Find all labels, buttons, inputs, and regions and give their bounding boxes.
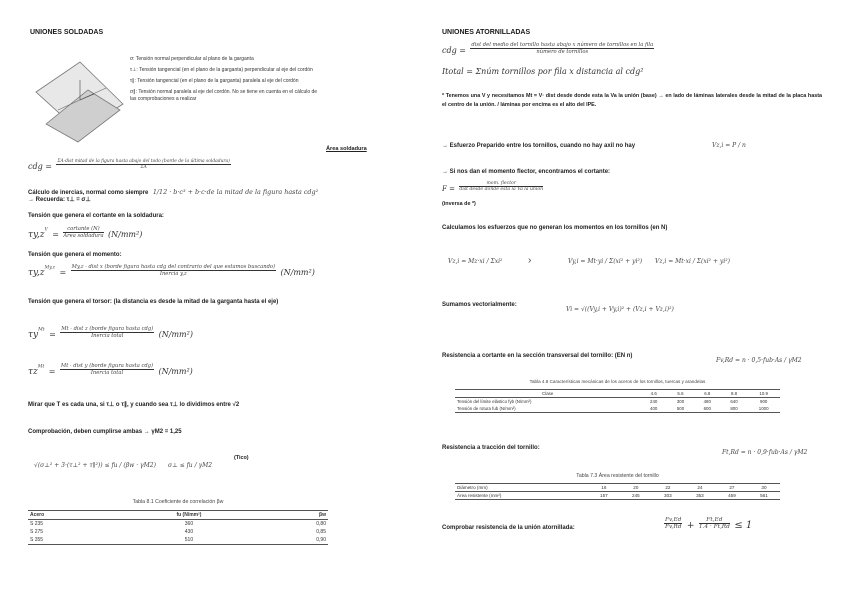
welded-joints-heading: UNIONES SOLDADAS [30, 29, 104, 36]
table-cell: 16 [601, 485, 607, 490]
table-row [28, 528, 328, 536]
table-cell: 510 [184, 537, 194, 543]
torsor-heading: Tensión que genera el torsor: (la distancia es desde la mitad de la garganta hasta el eje) [28, 299, 279, 305]
inercia-formula: 1/12 · b·c³ + b·c·de la mitad de la figura hasta cdg² [152, 188, 319, 196]
stress-note: σ∥: Tensión normal paralela al eje del cordón. No se tiene en cuenta en el cálculo de las comprobaciones a realizar [130, 89, 318, 102]
table-header-row [455, 390, 780, 398]
table-header-row [28, 511, 328, 520]
mirar-text: Mirar que T es cada una, si τ⊥ o τ∥, y cuando sea τ⊥ lo dividimos entre √2 [28, 402, 240, 408]
esfuerzo-text: → Esfuerzo Preparido entre los tornillos, cuando no hay axil no hay [442, 143, 636, 149]
table-cell: S 275 [30, 529, 44, 535]
unit: (N/mm²) [280, 268, 315, 277]
table-cell: Área resistente (mm²) [457, 493, 502, 498]
resistencia-traccion-text: Resistencia a tracción del tornillo: [442, 445, 540, 451]
tau-momento: τy,z [28, 268, 45, 278]
table-header-cell: Acero [30, 512, 45, 518]
sumamos-text: Sumamos vectorialmente: [442, 302, 517, 308]
table-cell: Diámetro (mm) [457, 485, 488, 490]
tau-cortante-sup: V [44, 227, 48, 233]
sumamos-formula: Vi = √((Vy,i + Vy,i)² + (Vz,i + Vz,i)²) [566, 306, 674, 313]
tau-torsor-z: τz [28, 367, 38, 377]
formula-vz-momento: Vz,i = Mz·xi / Σxi² [448, 258, 503, 265]
cortante-fraction [63, 226, 103, 239]
cdg-bolts-formula [442, 40, 654, 58]
table-cell: 27 [729, 485, 735, 490]
momento-flector-text: → Si nos dan el momento flector, encontramos el cortante: [442, 169, 611, 175]
resistencia-cortante-text: Resistencia a cortante en la sección transversal del tornillo: (EN n) [442, 353, 633, 359]
table-row [455, 492, 780, 500]
table-cell: Tensión de rotura fub (N/mm²) [457, 406, 516, 411]
resistencia-cortante-formula: Fv,Rd = n · 0,5·fub·As / γM2 [716, 357, 802, 364]
bolt-area-table-title: Tabla 7.3 Área resistente del tornillo [576, 473, 659, 479]
comprobar-formula: $\frac{Fv,Ed}{Fv,Rd}$ + $\frac{Ft,Ed}{1.4 \cdot Ft,Rd}$ ≤ 1 [664, 517, 753, 531]
table-cell: 430 [184, 529, 194, 535]
cdg-formula [28, 156, 231, 174]
tension-denominator: 1.4 · Ft,Rd [698, 524, 730, 531]
tau-torsor-sup: Mt [37, 364, 45, 370]
table-row [28, 536, 328, 545]
stress-note: σ: Tensión normal perpendicular al plano de la garganta [130, 56, 254, 62]
table-header-cell: βw [319, 512, 326, 518]
table-cell: 400 [650, 406, 658, 411]
torsor-z-numerator: Mt · dist y (borde figura hasta cdg) [60, 363, 154, 370]
table-cell: 8.8 [730, 391, 738, 396]
f-lhs: F = [442, 185, 455, 193]
table-cell: 6.8 [704, 391, 711, 396]
momento-fraction [71, 264, 276, 277]
table-cell: 300 [676, 399, 685, 404]
table-cell: S 235 [30, 521, 44, 527]
bolted-joints-heading: UNIONES ATORNILLADAS [442, 29, 531, 36]
momento-flector-numerator: mom. flector [459, 181, 543, 187]
table-cell: 4.6 [650, 391, 657, 396]
table-cell: 30 [761, 485, 767, 490]
table-cell: 157 [600, 493, 608, 498]
table-cell: 24 [697, 485, 703, 490]
torsor-z-formula: $\tau z^{Mt}$ = $\frac{\text{Mt · dist y (borde figura hasta cdg)}}{\text{Inercia total}}$ (N/mm²) [28, 363, 193, 377]
arrow-glyph: › [528, 255, 532, 266]
cdg-lhs: cdg = [442, 46, 466, 55]
bolt-steel-table-title: Tabla 4.8 Características mecánicas de los aceros de los tornillos, tuercas y arandelas [529, 379, 706, 384]
table-cell: 640 [730, 399, 738, 404]
tau-torsor-y: τy [28, 330, 39, 340]
table-cell: 245 [632, 493, 640, 498]
table-cell: 1000 [758, 406, 769, 411]
formula-vy-torsor: Vy,i = Mt·yi / Σ(xi² + yi²) [568, 258, 643, 265]
inercia-text: Cálculo de inercias, normal como siempre [28, 190, 149, 196]
table-cell: 0,80 [316, 521, 326, 527]
stress-note: τ∥: Tensión tangencial (en el plano de la garganta) paralela al eje del cordón [130, 78, 299, 84]
tau-momento-sup: My,z [44, 265, 56, 271]
table-cell: 10.9 [759, 391, 768, 396]
cdg-numerator: ΣA·dist mitad de la figura hasta abajo del todo (borde de la última soldadura) [57, 159, 230, 165]
check-formula-left: √(σ⊥² + 3·(τ⊥² + τ∥²)) ≤ fu / (βw · γM2) [34, 462, 156, 469]
cdg-fraction [56, 159, 230, 170]
torsor-z-denominator: Inercia total [90, 370, 124, 377]
table-cell: 360 [184, 521, 194, 527]
cortante-formula: $\tau y,z^V$ = $\frac{\text{cortante (N)}}{\text{Área soldadura}}$ (N/mm²) [28, 226, 143, 240]
table-row [455, 398, 780, 406]
tau-torsor-sup: Mt [38, 327, 45, 333]
bolt-area-table [455, 483, 780, 500]
table-row [455, 484, 780, 492]
table-header-cell: fu (N/mm²) [176, 512, 202, 518]
check-formula-right: σ⊥ ≤ fu / γM2 [168, 462, 213, 469]
torsor-y-numerator: Mt · dist z (borde figura hasta cdg) [61, 326, 154, 333]
table-cell: 303 [664, 493, 672, 498]
unit: (N/mm²) [158, 367, 193, 376]
momento-formula: $\tau y,z^{My,z}$ = My,z · dist x (borde figura hasta cdg del contrario del que estamos buscando) Inercia y,z (N/mm²) [28, 264, 315, 278]
cdg-bolts-denominator: número de tornillos [536, 49, 589, 56]
weld-table-title: Tabla 8.1 Coeficiente de correlación βw [132, 499, 224, 505]
shear-numerator: Fv,Ed [665, 517, 682, 524]
comprobar-rhs: ≤ 1 [734, 520, 753, 531]
table-cell: S 355 [30, 537, 44, 543]
table-cell: Clase [542, 391, 554, 396]
note-mt: * Tenemos una V y necesitamos Mt = V· dist desde donde esta la Va la unión (base) → en lado de láminas laterales desde la mitad de la placa hasta el centro de la unión. / láminas por encima es el alto del IPE. [442, 93, 822, 108]
recuerda-text: → Recuerda: τ⊥ = σ⊥ [28, 197, 91, 203]
table-cell: 480 [703, 399, 711, 404]
momento-flector-formula [442, 178, 543, 196]
inversa-text: (inversa de *) [442, 201, 476, 207]
shear-denominator: Fv,Rd [664, 524, 682, 531]
tau-cortante: τy,z [28, 230, 45, 240]
momento-flector-denominator: dist desde donde esta la Va la unión [459, 187, 544, 193]
cdg-bolts-fraction [470, 42, 654, 55]
esfuerzo-formula: Vz,i = P / n [712, 142, 746, 149]
stress-notes [130, 56, 322, 103]
table-cell: 900 [760, 399, 768, 404]
table-cell: 459 [728, 493, 736, 498]
comprobar-text: Comprobar resistencia de la unión atornillada: [442, 525, 575, 531]
torsor-y-fraction [60, 326, 154, 339]
table-cell: 500 [676, 406, 685, 411]
table-cell: 800 [730, 406, 738, 411]
tension-numerator: Ft,Ed [699, 517, 730, 524]
area-soldadura-label: Área soldadura [326, 146, 367, 152]
table-cell: 22 [665, 485, 671, 490]
momento-numerator: My,z · dist x (borde figura hasta cdg del contrario del que estamos buscando) [71, 264, 276, 271]
unit: (N/mm²) [158, 330, 193, 339]
torsor-y-formula: $\tau y^{Mt}$ = $\frac{\text{Mt · dist z (borde figura hasta cdg)}}{\text{Inercia total}}$ (N/mm²) [28, 326, 193, 340]
cortante-numerator: cortante (N) [63, 226, 103, 233]
table-cell: 353 [696, 493, 704, 498]
table-cell: 0,85 [316, 529, 326, 535]
table-row [28, 520, 328, 529]
comprobacion-text: Comprobación, deben cumplirse ambas → γM2 = 1,25 [28, 429, 182, 435]
torsor-z-fraction [60, 363, 154, 376]
table-cell: 5.6 [677, 391, 684, 396]
resistencia-traccion-formula: Ft,Rd = n · 0,9·fub·As / γM2 [722, 449, 808, 456]
table-row [455, 405, 780, 413]
cdg-lhs: cdg = [28, 162, 52, 171]
formula-vz-torsor: Vz,i = Mt·xi / Σ(xi² + yi²) [655, 258, 730, 265]
table-cell: Tensión del límite elástico fyb (N/mm²) [457, 399, 532, 404]
torsor-y-denominator: Inercia total [91, 333, 124, 340]
table-cell: 240 [650, 399, 658, 404]
cdg-bolts-numerator: dist del medio del tornillo hasta abajo x número de tornillos en la fila [471, 42, 654, 49]
table-cell: 20 [633, 485, 639, 490]
cdg-denominator: ΣA [140, 165, 147, 171]
table-cell: 0,90 [316, 537, 326, 543]
table-cell: 561 [760, 493, 768, 498]
calc-esfuerzos-text: Calculamos los esfuerzos que no generan los momentos en los tornillos (en N) [442, 225, 668, 231]
table-cell: 600 [703, 406, 711, 411]
cortante-denominator: Área soldadura [63, 233, 104, 240]
momento-heading: Tensión que genera el momento: [28, 252, 122, 258]
weld-correlation-table [28, 510, 328, 545]
momento-denominator: Inercia y,z [159, 271, 187, 278]
momento-flector-fraction [459, 181, 543, 192]
tension-ratio [699, 517, 730, 530]
tico-label: (Tico) [234, 455, 249, 461]
shear-ratio [664, 517, 682, 530]
stress-note: τ⊥: Tensión tangencial (en el plano de la garganta) perpendicular al eje del cordón [130, 67, 313, 73]
bolt-steel-table [455, 389, 780, 413]
weld-diagram [28, 52, 128, 147]
cortante-heading: Tensión que genera el cortante en la soldadura: [28, 213, 164, 219]
itotal-formula: Itotal = Σnúm tornillos por fila x distancia al cdg² [442, 67, 644, 76]
unit: (N/mm²) [108, 230, 143, 239]
